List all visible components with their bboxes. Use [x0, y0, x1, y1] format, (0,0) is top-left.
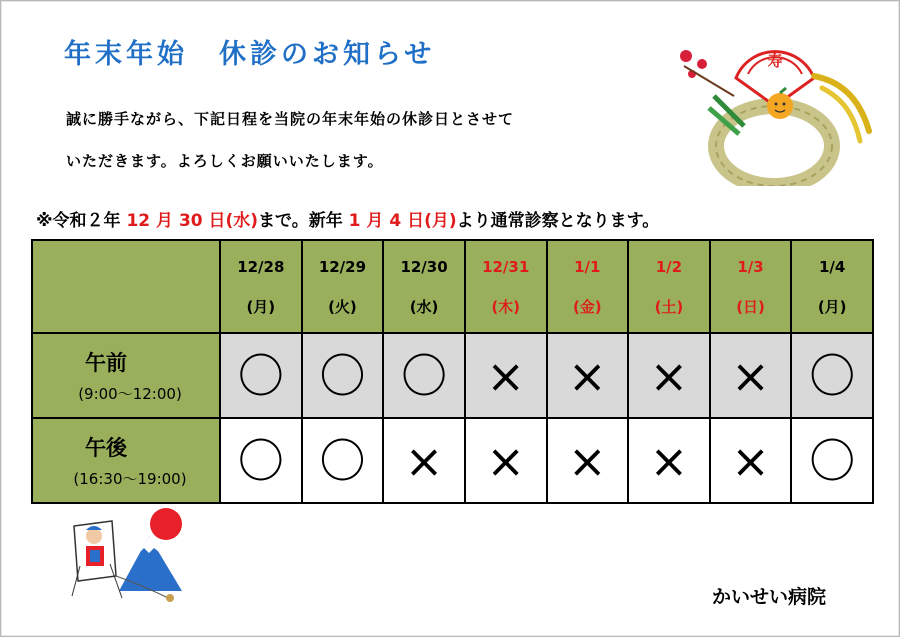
- day-date: 12/29: [318, 257, 367, 276]
- status-mark: ×: [486, 348, 525, 403]
- status-cell: [628, 333, 710, 418]
- day-weekday: (土): [654, 297, 684, 316]
- afternoon-hours: (16:30～19:00): [73, 470, 187, 488]
- new-year-wreath-illustration: [664, 36, 884, 186]
- day-weekday: (水): [409, 297, 439, 316]
- day-weekday: (木): [491, 297, 521, 316]
- day-weekday: (月): [246, 297, 276, 316]
- status-cell: [302, 418, 384, 503]
- status-mark: 〇: [809, 433, 856, 488]
- intro-line-1: 誠に勝手ながら、下記日程を当院の年末年始の休診日とさせて: [66, 110, 515, 128]
- day-header: [628, 240, 710, 333]
- corner-cell: [32, 240, 220, 333]
- day-date: 1/1: [574, 257, 601, 276]
- day-weekday: (月): [817, 297, 847, 316]
- status-cell: [547, 418, 629, 503]
- status-mark: 〇: [319, 433, 366, 488]
- status-cell: [547, 333, 629, 418]
- morning-label-cell: [32, 333, 220, 418]
- morning-hours: (9:00～12:00): [78, 385, 182, 403]
- status-cell: [465, 418, 547, 503]
- day-header: [383, 240, 465, 333]
- notice-end-date: 1 月 4 日(月): [348, 211, 457, 231]
- status-cell: [628, 418, 710, 503]
- day-date: 1/2: [655, 257, 683, 276]
- fan-kotobuki-text: 寿: [767, 52, 783, 70]
- page-title: 年末年始 休診のお知らせ: [64, 39, 436, 70]
- status-mark: 〇: [401, 348, 448, 403]
- status-mark: ×: [568, 433, 607, 488]
- status-mark: ×: [731, 348, 770, 403]
- status-cell: [383, 418, 465, 503]
- closure-notice: [36, 206, 659, 231]
- notice-middle: まで。新年: [258, 211, 349, 231]
- status-mark: 〇: [319, 348, 366, 403]
- day-header: [465, 240, 547, 333]
- status-mark: 〇: [809, 348, 856, 403]
- afternoon-row: [32, 418, 873, 503]
- schedule-table: [31, 239, 874, 504]
- status-cell: [220, 333, 302, 418]
- day-header: [710, 240, 792, 333]
- status-cell: [383, 333, 465, 418]
- kite-fuji-illustration: [64, 506, 194, 606]
- day-date: 12/28: [237, 257, 285, 276]
- day-header: [302, 240, 384, 333]
- day-header: [791, 240, 873, 333]
- day-date: 12/30: [400, 257, 448, 276]
- day-weekday: (金): [572, 297, 602, 316]
- day-weekday: (日): [736, 297, 765, 316]
- hospital-name: かいせい病院: [712, 586, 827, 608]
- day-weekday: (火): [328, 297, 357, 316]
- status-mark: ×: [486, 433, 525, 488]
- status-cell: [791, 418, 873, 503]
- day-header: [220, 240, 302, 333]
- notice-suffix: より通常診察となります。: [456, 211, 660, 231]
- status-mark: 〇: [237, 433, 284, 488]
- status-cell: [220, 418, 302, 503]
- status-mark: 〇: [237, 348, 284, 403]
- status-cell: [791, 333, 873, 418]
- status-cell: [710, 418, 792, 503]
- status-mark: ×: [649, 348, 689, 403]
- day-header: [547, 240, 629, 333]
- notice-start-date: 12 月 30 日(水): [126, 211, 259, 231]
- morning-row: [32, 333, 873, 418]
- morning-label: 午前: [85, 351, 127, 375]
- day-date: 12/31: [482, 257, 530, 276]
- notice-prefix: ※令和２年: [36, 211, 127, 231]
- status-mark: ×: [649, 433, 689, 488]
- intro-line-2: いただきます。よろしくお願いいたします。: [66, 152, 384, 170]
- status-mark: ×: [404, 433, 444, 488]
- status-cell: [710, 333, 792, 418]
- status-cell: [465, 333, 547, 418]
- afternoon-label: 午後: [85, 436, 127, 460]
- status-mark: ×: [568, 348, 607, 403]
- date-header-row: [32, 240, 873, 333]
- status-mark: ×: [731, 433, 770, 488]
- afternoon-label-cell: [32, 418, 220, 503]
- status-cell: [302, 333, 384, 418]
- day-date: 1/4: [819, 257, 846, 276]
- day-date: 1/3: [737, 257, 764, 276]
